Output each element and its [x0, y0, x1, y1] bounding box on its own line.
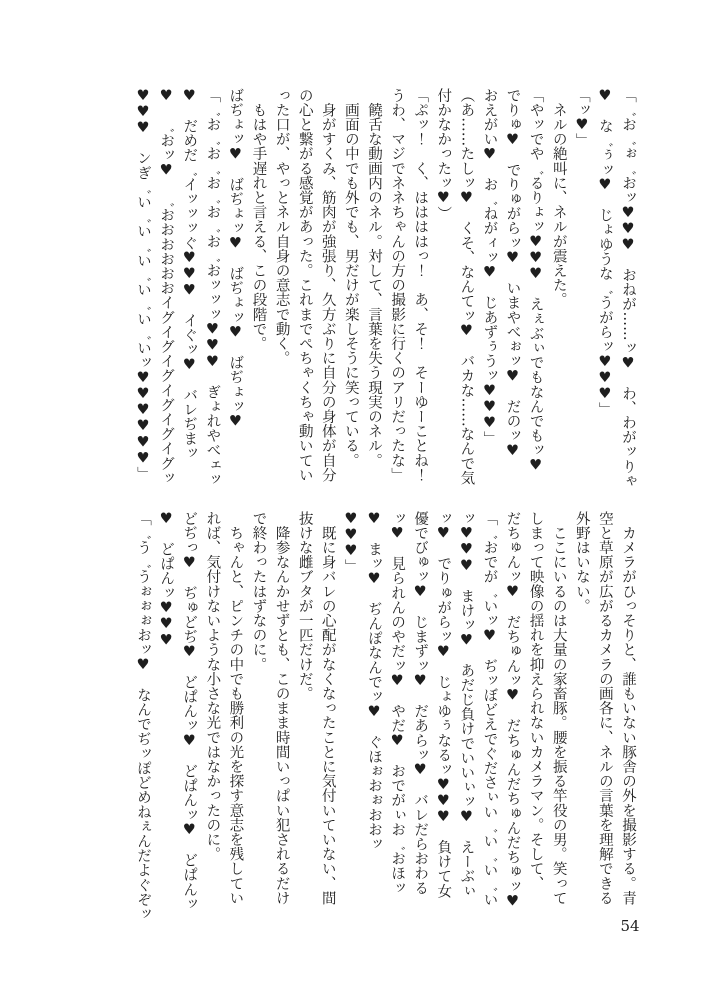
text-block-bottom — [130, 511, 639, 921]
text-line: ッ♥♥♥ まけッ♥ あだじ負けでいいぃッ♥ えーぶぃ — [458, 511, 475, 899]
text-line: 「やッでや゛るりょッ♥♥♥ えぇぶぃでもなんでもッ♥ — [527, 88, 544, 474]
text-line: ッ♥ でりゅがらッ♥ じょゆぅなるッ♥♥♥ 負けて女 — [435, 511, 452, 899]
text-line: った口が、やっとネル自身の意志で動く。 — [273, 88, 290, 366]
text-line: ♥♥♥」 — [342, 511, 359, 574]
text-block-top — [130, 88, 639, 489]
text-line: ♥ どぱんッ♥♥♥ — [158, 511, 175, 649]
text-line: うわ、マジでネネちゃんの方の撮影に行くのアリだったな」 — [389, 88, 406, 483]
text-line: ばぢょッ♥ ばぢょッ♥ ばぢょッ♥ ばぢょッ♥ — [227, 88, 244, 430]
text-line: 身がすくみ、筋肉が強張り、久方ぶりに自分の身体が自分 — [319, 88, 336, 483]
text-line: 外野はいない。 — [573, 511, 590, 614]
text-line: の心と繋がる感覚があった。これまでぺちゃくちゃ動いてい — [296, 88, 313, 483]
text-line: ちゃんと、ピンチの中でも勝利の光を探す意志を残してい — [227, 511, 244, 906]
text-line: ネルの絶叫に、ネルが震えた。 — [550, 88, 567, 307]
text-line: ッ♥ 見られんのやだッ♥ やだ♥ おでがぃお゛おほッ — [389, 511, 406, 896]
text-line: ここにいるのは大量の家畜豚。腰を振る竿役の男。笑って — [550, 511, 567, 906]
text-line: 「゛おでが゛いッ♥ ぢッぼどえでぐださぃい゛い゛い゛い — [481, 511, 498, 907]
text-line: カメラがひっそりと、誰もいない豚舎の外を撮影する。青 — [620, 511, 636, 906]
text-line: しまって映像の揺れを抑えられないカメラマン。そして、 — [527, 511, 544, 891]
text-line: でりゅ♥ でりゅがらッ♥ いまやべぉッ♥ だのッ♥ — [504, 88, 521, 459]
text-line: 既に身バレの心配がなくなったことに気付いていない、間 — [319, 511, 336, 906]
text-line: 「ぷッ！ く、ははははっ！ あ、そ！ そーゆーことね！ — [412, 88, 429, 483]
text-line: ♥ まッ♥ ぢんぽなんでッ♥ ぐほぉおぉおおッ — [365, 511, 382, 852]
text-line: どぢっ♥ ぢゅどぢ♥ どぱんッ♥ どぱんッ♥ どぱんッ — [181, 511, 198, 912]
text-line: 優でびゅッ♥ じまずッ♥ だあらッ♥ バレだらおわる — [412, 511, 429, 896]
text-line: 空と草原が広がるカメラの画各に、ネルの言葉を理解できる — [596, 511, 613, 906]
text-line: れば、気付けないような小さな光ではなかったのに。 — [204, 511, 221, 862]
text-line: 「゛う゛うぉぉぉおッ♥ なんでぢッぽどめねぇんだよぐぞッ — [135, 511, 152, 922]
text-line: ♥ だめだ゛イッッッぐ♥♥♥ イぐッ♥ バレぢまッ — [181, 88, 198, 461]
text-line: （あ……たしッ♥ くそ、なんてッ♥ バカな……なんで気 — [458, 88, 475, 486]
text-line: だちゅんッ♥ だちゅんッ♥ だちゅんだちゅんだちゅッ♥ — [504, 511, 521, 910]
text-line: で終わったはずなのに。 — [250, 511, 267, 672]
text-line: 「゛お゛お゛お゛お゛お゛おッッッ♥♥♥ ぎょれやべェッ — [204, 88, 221, 487]
text-line: ♥ ゛おッ♥ ゛おおおおおおイグイグイグイグイグイグッ — [158, 88, 175, 486]
text-line: 画面の中でも外でも、男だけが楽しそうに笑っている。 — [342, 88, 359, 468]
text-line: 付かなかったッ♥） — [435, 88, 452, 221]
text-line: ♥♥♥ ンぎ゛い゛い゛い゛い゛い゛いッ♥♥♥♥♥♥」 — [135, 88, 152, 482]
text-line: 饒舌な動画内のネル。対して、言葉を失う現実のネル。 — [365, 88, 382, 468]
text-line: 「゛お゛ぉ゛おッ♥♥♥ おねが……ッ♥ わ、わがッりゃ — [620, 88, 636, 489]
text-line: 抜けな雌ブタが一匹だけだ。 — [296, 511, 313, 701]
text-line: おえがい♥ お゛ねがィッ♥ じあずぅうッ♥♥♥」 — [481, 88, 498, 446]
text-line: もはや手遅れと言える、この段階で。 — [250, 88, 267, 351]
text-line: 降参なんかせずとも、このまま時間いっぱい犯されるだけ — [273, 511, 290, 906]
page-number: 54 — [620, 917, 640, 935]
text-line: ♥ な゛ぅッ♥ じょゆうな゛うがらッ♥♥♥」 — [596, 88, 613, 417]
text-line: 「ッ♥」 — [573, 88, 590, 148]
